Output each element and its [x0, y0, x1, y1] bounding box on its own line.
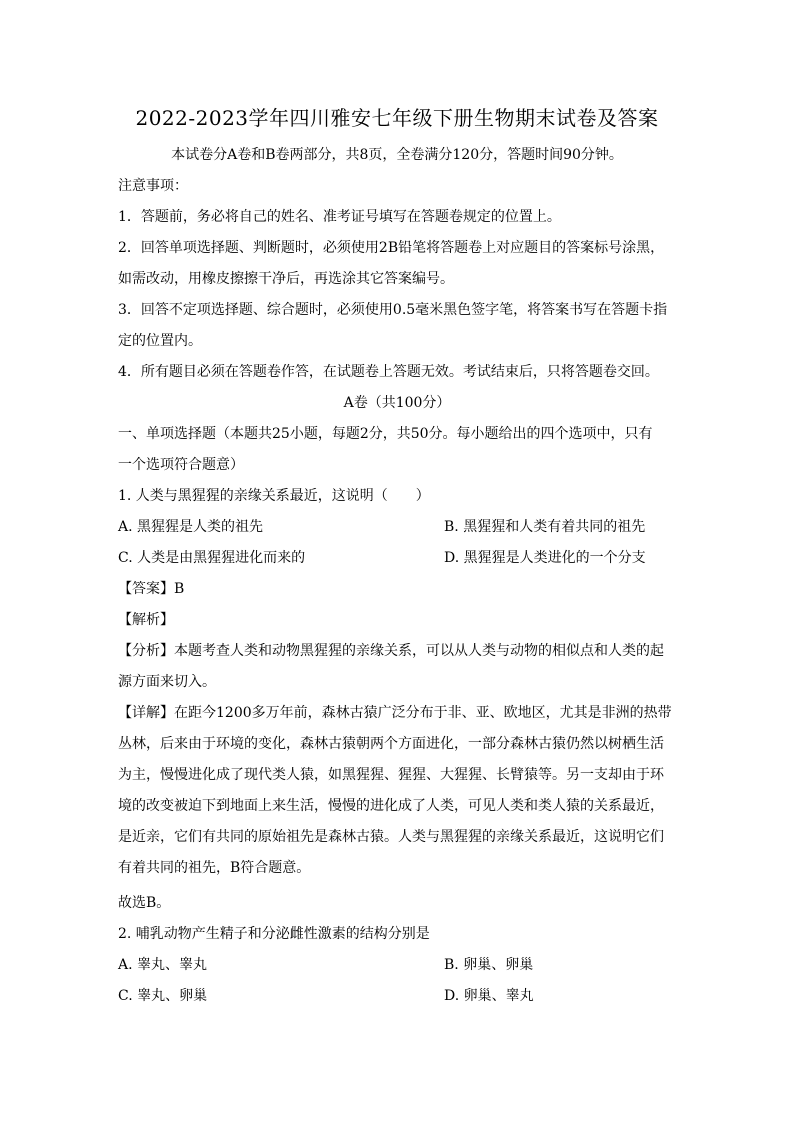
question-1-detail: 丛林，后来由于环境的变化，森林古猿朝两个方面进化，一部分森林古猿仍然以树栖生活	[118, 736, 664, 752]
question-2-option-a: A. 睾丸、睾丸	[118, 957, 208, 973]
exam-intro: 本试卷分A卷和B卷两部分，共8页，全卷满分120分，答题时间90分钟。	[171, 147, 623, 163]
question-1-detail: 有着共同的祖先，B符合题意。	[118, 860, 311, 876]
question-2-option-d: D. 卵巢、睾丸	[444, 988, 534, 1004]
question-1-analysis-continued: 源方面来切入。	[118, 674, 216, 690]
question-1-detail: 境的改变被迫下到地面上来生活，慢慢的进化成了人类，可见人类和类人猿的关系最近，	[118, 798, 664, 814]
section-a-heading: A卷（共100分）	[343, 395, 451, 411]
notice-item: 4．所有题目必须在答题卷作答，在试题卷上答题无效。考试结束后，只将答题卷交回。	[118, 364, 659, 380]
question-1-analysis: 【分析】本题考查人类和动物黑猩猩的亲缘关系，可以从人类与动物的相似点和人类的起	[118, 643, 664, 659]
notice-item: 3．回答不定项选择题、综合题时，必须使用0.5毫米黑色签字笔，将答案书写在答题卡指	[118, 302, 668, 318]
notice-item: 2．回答单项选择题、判断题时，必须使用2B铅笔将答题卷上对应题目的答案标号涂黑，	[118, 240, 665, 256]
question-1-conclusion: 故选B。	[118, 895, 171, 911]
notice-item-continued: 如需改动，用橡皮擦擦干净后，再选涂其它答案编号。	[118, 271, 454, 287]
question-2-option-b: B. 卵巢、卵巢	[444, 957, 534, 973]
part-one-heading-continued: 一个选项符合题意）	[118, 457, 244, 473]
question-1-option-b: B. 黑猩猩和人类有着共同的祖先	[444, 519, 646, 535]
question-1-option-c: C. 人类是由黑猩猩进化而来的	[118, 550, 306, 566]
question-1-analysis-heading: 【解析】	[118, 612, 174, 628]
question-2-stem: 2. 哺乳动物产生精子和分泌雌性激素的结构分别是	[118, 926, 430, 942]
question-1-detail: 为主，慢慢进化成了现代类人猿，如黑猩猩、猩猩、大猩猩、长臂猿等。另一支却由于环	[118, 767, 664, 783]
question-1-detail: 【详解】在距今1200多万年前，森林古猿广泛分布于非、亚、欧地区，尤其是非洲的热带	[118, 705, 672, 721]
notice-heading: 注意事项：	[118, 178, 188, 194]
question-1-stem: 1. 人类与黑猩猩的亲缘关系最近，这说明（ ）	[118, 488, 430, 504]
document-title: 2022-2023学年四川雅安七年级下册生物期末试卷及答案	[135, 106, 659, 130]
question-1-option-a: A. 黑猩猩是人类的祖先	[118, 519, 264, 535]
question-2-option-c: C. 睾丸、卵巢	[118, 988, 208, 1004]
question-1-answer: 【答案】B	[118, 581, 185, 597]
notice-item: 1．答题前，务必将自己的姓名、准考证号填写在答题卷规定的位置上。	[118, 209, 561, 225]
part-one-heading: 一、单项选择题（本题共25小题，每题2分，共50分。每小题给出的四个选项中，只有	[118, 426, 653, 442]
question-1-detail: 是近亲，它们有共同的原始祖先是森林古猿。人类与黑猩猩的亲缘关系最近，这说明它们	[118, 829, 664, 845]
notice-item-continued: 定的位置内。	[118, 333, 202, 349]
question-1-option-d: D. 黑猩猩是人类进化的一个分支	[444, 550, 646, 566]
